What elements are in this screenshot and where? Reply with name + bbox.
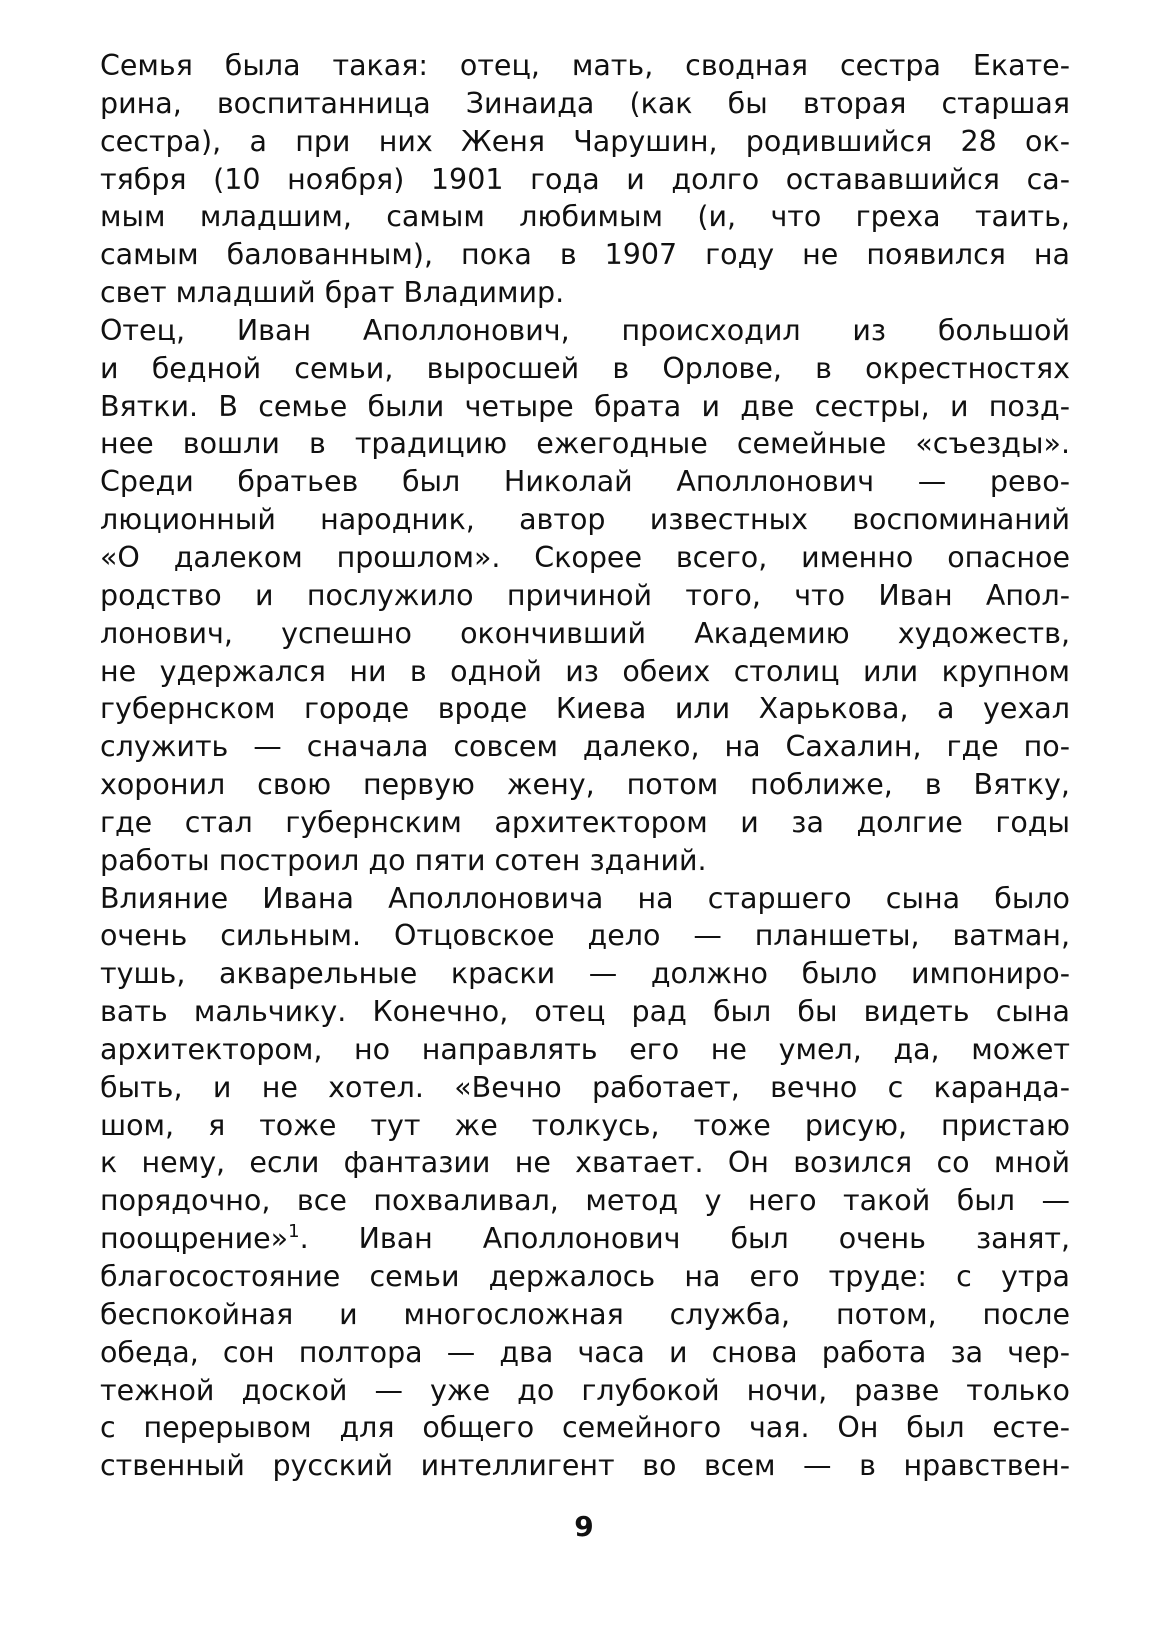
- text-line: с перерывом для общего семейного чая. Он был есте-: [100, 1411, 1070, 1445]
- text-line: тушь, акварельные краски — должно было импониро-: [100, 957, 1070, 991]
- text-line: очень сильным. Отцовское дело — планшеты, ватман,: [100, 919, 1070, 953]
- text-line: сестра), а при них Женя Чарушин, родившийся 28 ок-: [100, 124, 1070, 158]
- text-line: Среди братьев был Николай Аполлонович — рево-: [100, 465, 1070, 499]
- text-line: ственный русский интеллигент во всем — в нравствен-: [100, 1449, 1070, 1483]
- text-line: к нему, если фантазии не хватает. Он возился со мной: [100, 1146, 1070, 1180]
- text-line: где стал губернским архитектором и за долгие годы: [100, 805, 1070, 839]
- text-line: беспокойная и многосложная служба, потом, после: [100, 1297, 1070, 1331]
- text-line: шом, я тоже тут же толкусь, тоже рисую, пристаю: [100, 1108, 1070, 1142]
- text-line: обеда, сон полтора — два часа и снова работа за чер-: [100, 1335, 1070, 1369]
- body-text: [100, 47, 1070, 1485]
- text-line: работы построил до пяти сотен зданий.: [100, 843, 707, 877]
- text-line: и бедной семьи, выросшей в Орлове, в окрестностях: [100, 351, 1070, 385]
- text-line: самым балованным), пока в 1907 году не появился на: [100, 238, 1070, 272]
- text-line: родство и послужило причиной того, что Иван Апол-: [100, 578, 1070, 612]
- text-line: Вятки. В семье были четыре брата и две сестры, и позд-: [100, 389, 1070, 423]
- text-line: нее вошли в традицию ежегодные семейные «съезды».: [100, 427, 1070, 461]
- text-line: вать мальчику. Конечно, отец рад был бы видеть сына: [100, 995, 1070, 1029]
- text-line: не удержался ни в одной из обеих столиц или крупном: [100, 654, 1070, 688]
- text-line: мым младшим, самым любимым (и, что греха таить,: [100, 200, 1070, 234]
- text-line: благосостояние семьи держалось на его труде: с утра: [100, 1260, 1070, 1293]
- page-number: 9: [574, 1510, 594, 1543]
- text-line: архитектором, но направлять его не умел, да, может: [100, 1032, 1070, 1066]
- text-line: хоронил свою первую жену, потом поближе, в Вятку,: [100, 768, 1070, 802]
- text-line: губернском городе вроде Киева или Харькова, а уехал: [100, 692, 1070, 726]
- text-line: рина, воспитанница Зинаида (как бы вторая старшая: [100, 86, 1070, 120]
- footnote-line-before: поощрение»: [100, 1222, 289, 1256]
- text-line: Отец, Иван Аполлонович, происходил из большой: [100, 313, 1070, 347]
- footnote-line-after: . Иван Аполлонович был очень занят,: [299, 1222, 1070, 1256]
- text-line: быть, и не хотел. «Вечно работает, вечно с каранда-: [100, 1070, 1070, 1104]
- text-line: свет младший брат Владимир.: [100, 276, 565, 310]
- text-line: служить — сначала совсем далеко, на Сахалин, где по-: [100, 730, 1070, 764]
- text-line: Семья была такая: отец, мать, сводная сестра Екате-: [100, 49, 1070, 82]
- text-line: «О далеком прошлом». Скорее всего, именно опасное: [100, 540, 1070, 574]
- text-line: лонович, успешно окончивший Академию художеств,: [100, 616, 1070, 650]
- text-line: тежной доской — уже до глубокой ночи, разве только: [100, 1373, 1070, 1407]
- text-line: порядочно, все похваливал, метод у него такой был —: [100, 1184, 1070, 1218]
- text-line: тября (10 ноября) 1901 года и долго остававшийся са-: [100, 162, 1070, 196]
- text-line: люционный народник, автор известных воспоминаний: [100, 503, 1070, 537]
- footnote-reference[interactable]: 1: [288, 1221, 300, 1243]
- text-line: Влияние Ивана Аполлоновича на старшего сына было: [100, 881, 1070, 915]
- text-line-with-footnote: [100, 1220, 1070, 1258]
